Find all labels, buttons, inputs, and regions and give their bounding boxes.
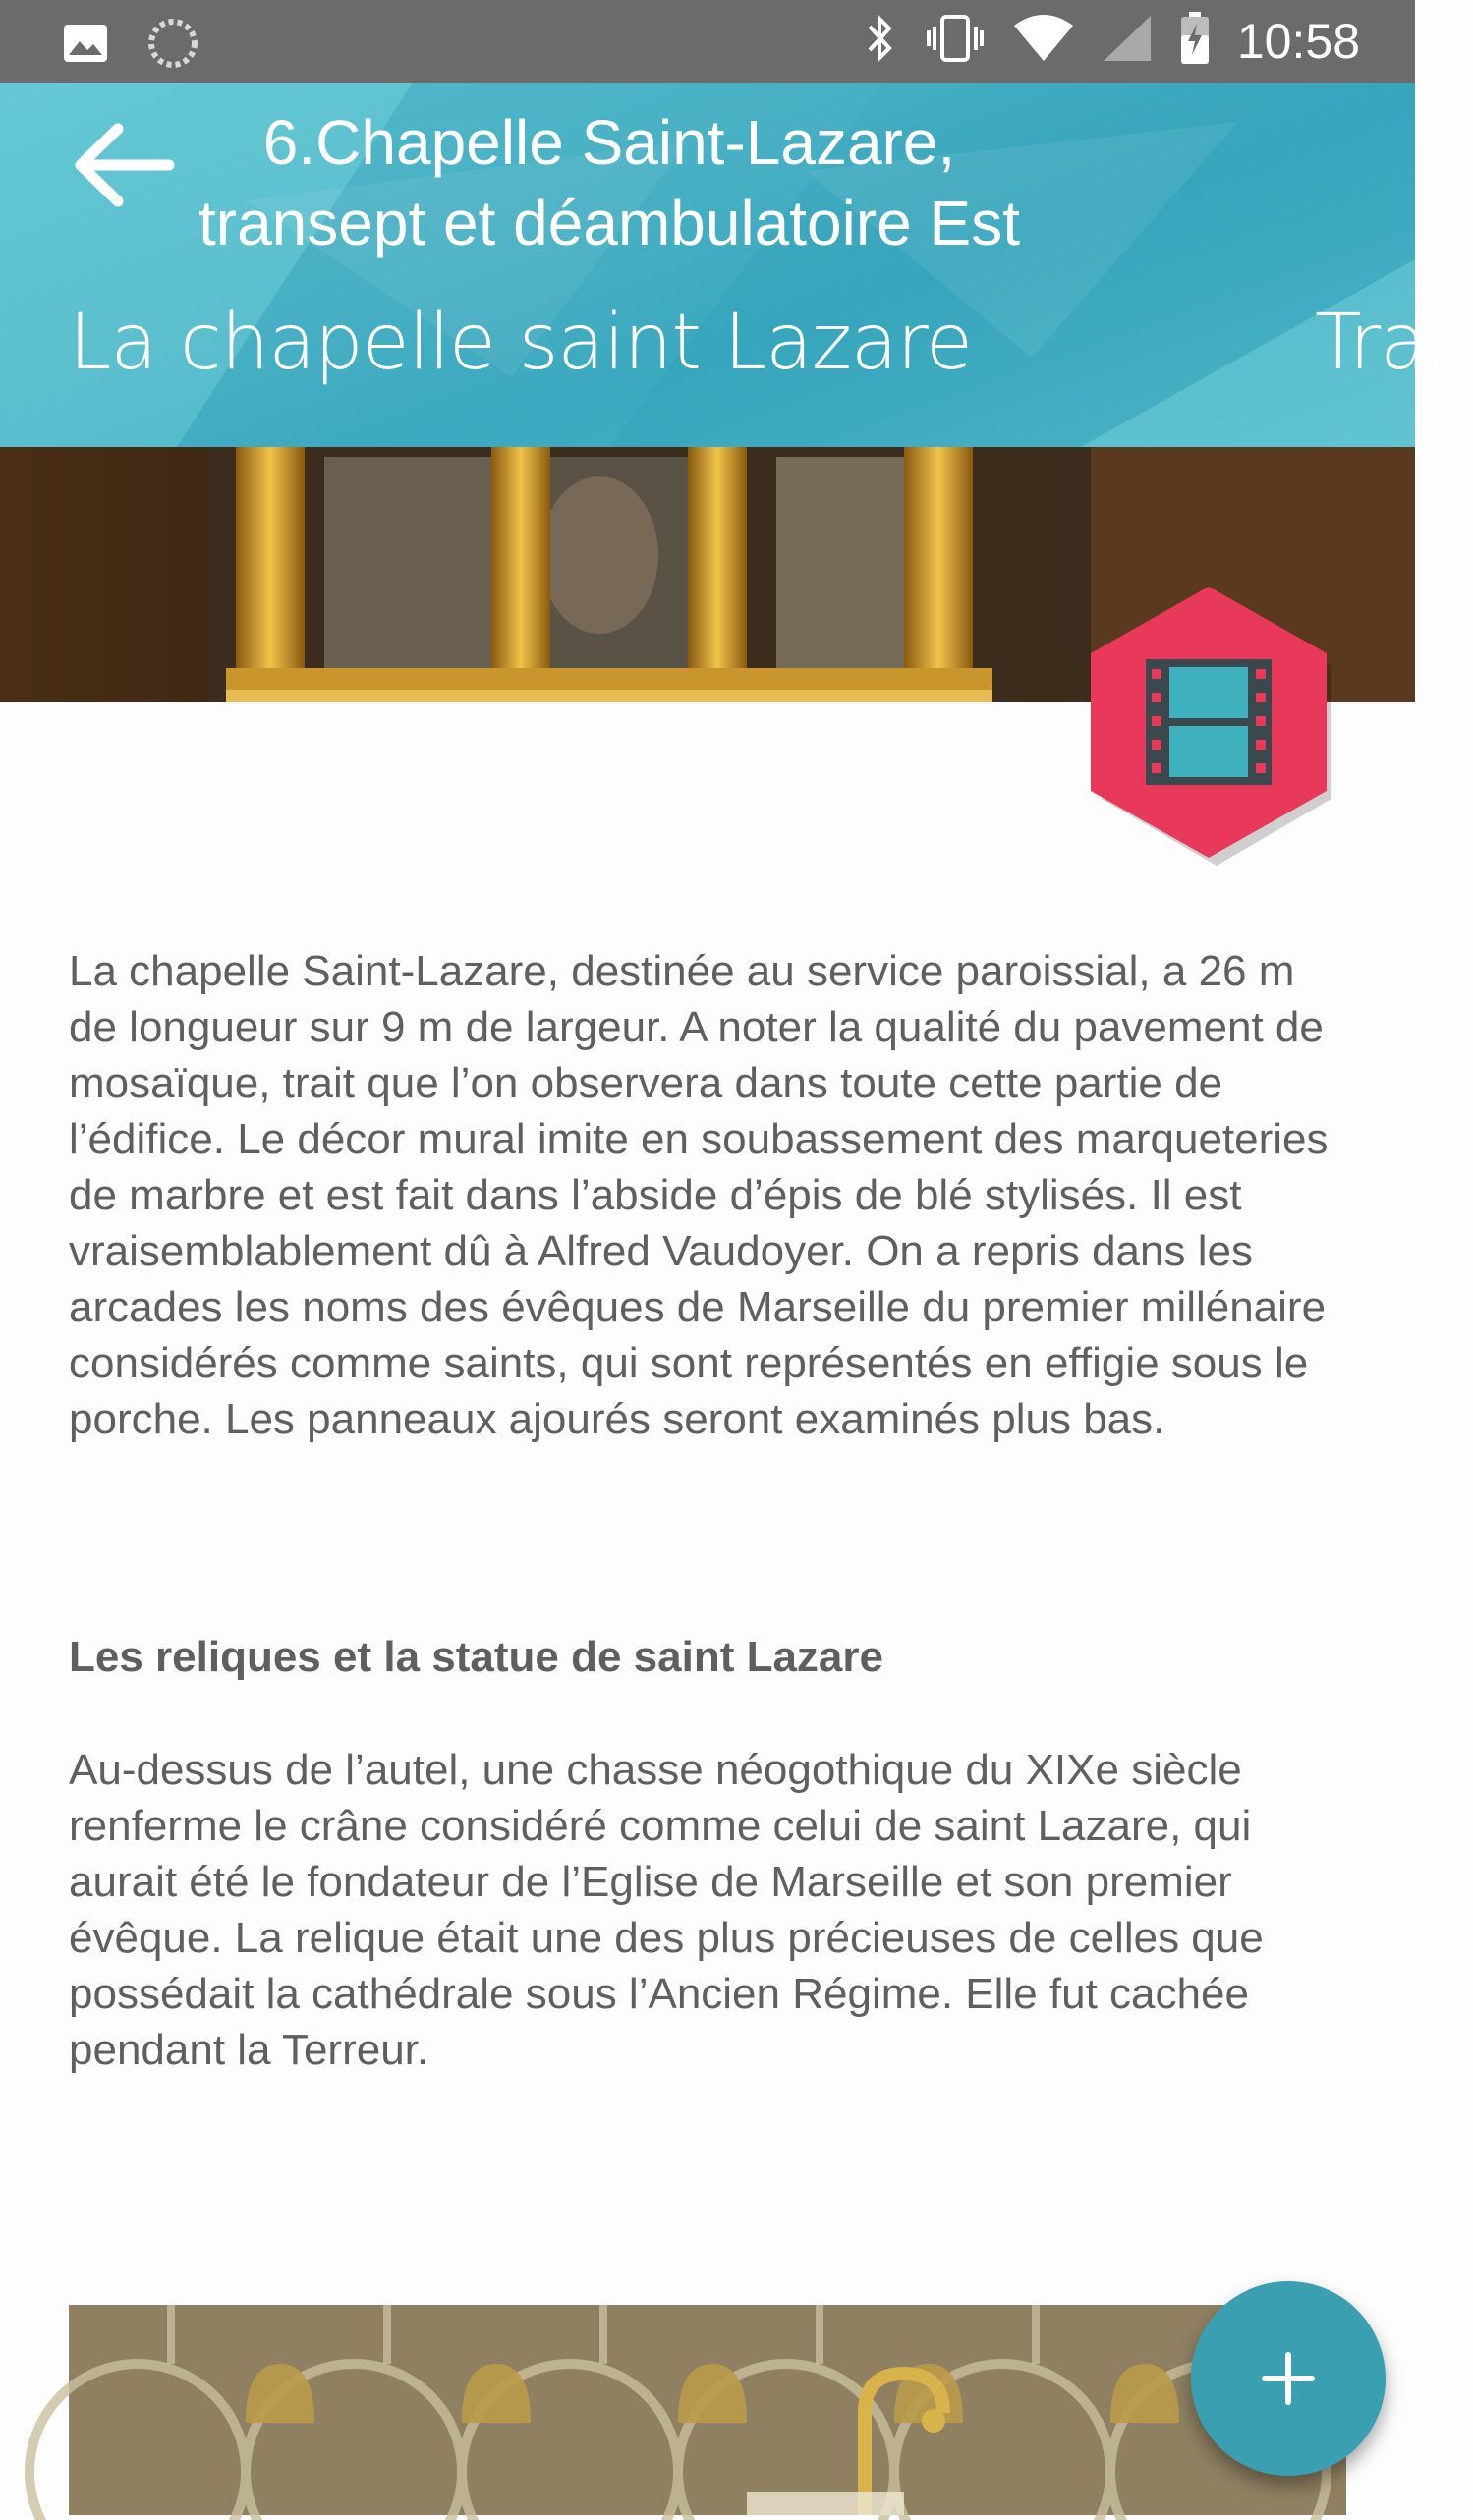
loading-icon (147, 18, 198, 74)
arrow-left-icon (71, 121, 173, 209)
video-button[interactable] (1081, 575, 1346, 869)
battery-icon (1180, 12, 1210, 70)
tab-bar (0, 299, 1473, 426)
add-button[interactable] (1191, 2281, 1386, 2476)
plus-icon (1259, 2349, 1318, 2408)
status-bar (0, 0, 1415, 83)
vibrate-icon (925, 13, 986, 69)
section-heading: Les reliques et la statue de saint Lazare (69, 1633, 883, 1681)
image-icon (63, 24, 108, 68)
bluetooth-icon (864, 13, 897, 69)
tab-chapelle-saint-lazare[interactable]: La chapelle saint Lazare (69, 299, 973, 387)
back-button[interactable] (67, 110, 177, 220)
tab-transept[interactable]: Tran (1315, 299, 1473, 387)
paragraph-intro: La chapelle Saint-Lazare, destinée au service paroissial, a 26 m de longueur sur 9 m de largeur. A noter la qualité du pavement de mosaïque, trait que l’on observera dans toute cette partie de l’édifice. Le décor mural imite en soubassement des marqueteries de marbre et est fait dans l’abside d’épis de blé stylisés. Il est vraisemblablement dû à Alfred Vaudoyer. On a repris dans les arcades les noms des évêques de Marseille du premier millénaire considérés comme saints, qui sont représentés en effigie sous le porche. Les panneaux ajourés seront examinés plus bas. (69, 947, 1329, 1443)
status-time: 10:58 (1236, 13, 1360, 69)
app-header (0, 83, 1473, 447)
paragraph-relics: Au-dessus de l’autel, une chasse néogothique du XIXe siècle renferme le crâne considéré comme celui de saint Lazare, qui aurait été le fondateur de l’Eglise de Marseille et son premier évêque. La relique était une des plus précieuses de celles que possédait la cathédrale sous l’Ancien Régime. Elle fut cachée pendant la Terreur. (69, 1746, 1264, 2074)
statue-image (69, 2305, 1346, 2515)
page-title: 6.Chapelle Saint-Lazare, transept et déambulatoire Est (198, 107, 1021, 258)
wifi-icon (1013, 14, 1074, 68)
film-icon (1146, 659, 1272, 785)
signal-icon (1102, 14, 1153, 68)
